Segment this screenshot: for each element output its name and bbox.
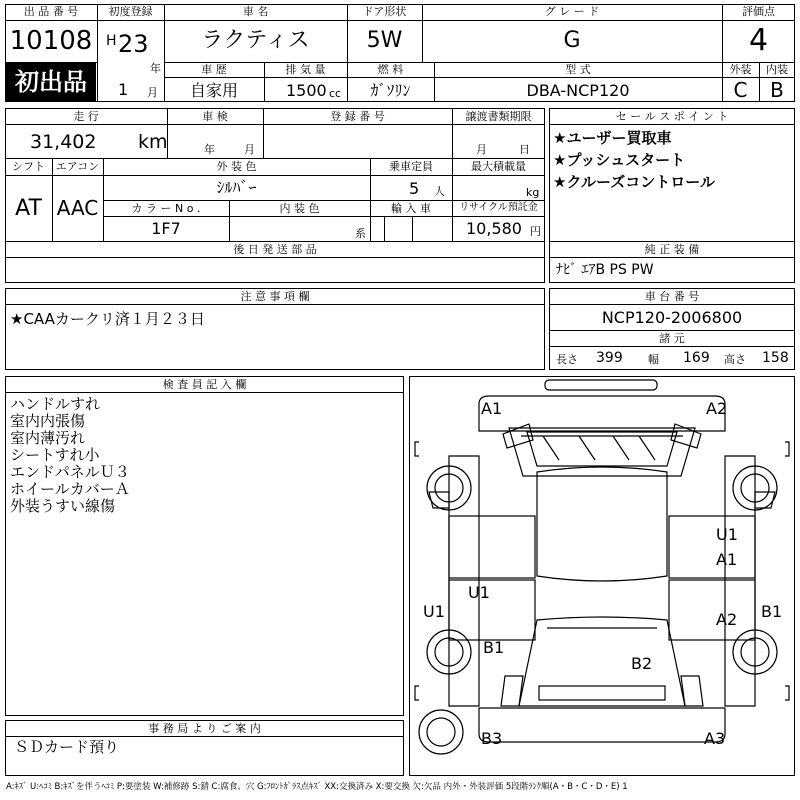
mark-right-upper-2: A1	[716, 550, 738, 569]
sales-point-3: ★クルーズコントロール	[553, 173, 715, 191]
later-parts-header: 後 日 発 送 部 品	[233, 243, 317, 256]
interior-score: B	[770, 78, 784, 102]
mark-rear-center: B2	[631, 654, 653, 673]
car-diagram	[409, 376, 795, 776]
mark-right-door: A2	[716, 610, 738, 629]
ac-header: エアコン	[55, 160, 100, 173]
interior-score-header: 内装	[766, 63, 788, 76]
exterior-score: C	[733, 78, 748, 102]
fuel-header: 燃 料	[377, 63, 404, 76]
color-no: 1F7	[151, 219, 181, 238]
fuel: ｶﾞｿﾘﾝ	[370, 81, 411, 100]
score: 4	[748, 23, 769, 58]
exterior-score-header: 外装	[729, 63, 752, 76]
max-load-unit: kg	[526, 186, 540, 199]
notes: ★CAAカークリ済１月２３日	[10, 310, 205, 328]
sales-points-header: セ ー ル ス ポ イ ン ト	[615, 110, 729, 123]
recycle-header: リサイクル預託金	[459, 202, 538, 213]
plate-header: 登 録 番 号	[330, 110, 385, 123]
interior-color-unit: 系	[355, 227, 366, 240]
first-reg-year-unit: 年	[150, 62, 161, 75]
max-load-header: 最大積載量	[471, 160, 526, 173]
memo-line: 室内内張傷	[10, 412, 86, 430]
capacity-unit: 人	[434, 185, 445, 198]
displacement-unit: cc	[329, 87, 342, 100]
height-label: 高さ	[724, 353, 746, 366]
height-value: 158	[762, 350, 789, 366]
displacement-header: 排 気 量	[285, 63, 326, 76]
grade: G	[563, 28, 581, 53]
lot-number-header: 出 品 番 号	[23, 5, 79, 18]
ac: AAC	[56, 196, 99, 220]
model-code: DBA-NCP120	[526, 81, 630, 100]
displacement: 1500	[286, 81, 327, 100]
memo-line: 室内薄汚れ	[10, 429, 86, 447]
mark-rear-left-fender: B1	[483, 638, 505, 657]
inspection-year-unit: 年	[204, 143, 215, 156]
mark-left-door: U1	[468, 583, 490, 602]
equipment-header: 純 正 装 備	[644, 243, 700, 256]
sales-point-1: ★ユーザー買取車	[553, 129, 672, 147]
mileage-value: 31,402	[30, 131, 97, 153]
first-reg-year: 23	[118, 30, 149, 58]
mark-front-right: A2	[706, 399, 728, 418]
first-reg-era: H	[106, 33, 117, 49]
history-header: 車 歴	[201, 63, 227, 76]
inspector-header: 検 査 員 記 入 欄	[162, 378, 247, 391]
first-reg-header: 初度登録	[108, 5, 153, 18]
model-code-header: 型 式	[565, 63, 591, 76]
memo-line: シートすれ小	[10, 446, 100, 464]
inspection-header: 車 検	[202, 110, 228, 123]
import-header: 輸 入 車	[391, 202, 431, 215]
mark-right-upper-1: U1	[716, 525, 738, 544]
equipment: ﾅﾋﾞ ｴｱB PS PW	[556, 262, 654, 278]
office-header: 事 務 局 よ り ご 案 内	[148, 722, 261, 735]
legend: A:ｷｽﾞ U:ﾍｺﾐ B:ｷｽﾞを伴うﾍｺﾐ P:要塗装 W:補修跡 S:錆 C:腐食、穴 G:ﾌﾛﾝﾄｶﾞﾗｽ点ｷｽﾞ XX:交換済み X:要交換 欠:欠品 内外・外装評価 5段階ﾗﾝｸ順(A・B・C・D・E) 1	[6, 782, 628, 792]
shift-header: シフト	[12, 160, 45, 173]
interior-color-header: 内 装 色	[279, 202, 320, 215]
mileage-unit: km	[138, 131, 168, 153]
mark-left-side: U1	[423, 602, 445, 621]
color-no-header: カ ラ ー N o .	[131, 202, 201, 215]
notes-header: 注 意 事 項 欄	[240, 290, 310, 303]
transfer-day-unit: 日	[519, 143, 530, 156]
mileage-header: 走 行	[73, 110, 99, 123]
color: ｼﾙﾊﾞｰ	[216, 178, 257, 197]
mark-rear-right: A3	[704, 729, 726, 748]
length-value: 399	[596, 350, 623, 366]
memo-line: ハンドルすれ	[10, 395, 101, 413]
mark-rear-left: B3	[481, 729, 503, 748]
mark-front-left: A1	[481, 399, 503, 418]
shift: AT	[15, 196, 42, 221]
score-header: 評価点	[742, 5, 775, 18]
memo-line: エンドパネルＵ３	[10, 463, 130, 481]
grade-header: グ レ ー ド	[544, 5, 600, 18]
capacity-value: 5	[409, 179, 420, 198]
length-label: 長さ	[556, 353, 578, 366]
transfer-header: 譲渡書類期限	[465, 110, 532, 123]
inspection-month-unit: 月	[244, 143, 255, 156]
dimensions-header: 諸 元	[659, 332, 685, 345]
mark-right-side: B1	[761, 602, 783, 621]
first-reg-month: 1	[118, 80, 129, 99]
sales-point-2: ★プッシュスタート	[553, 151, 686, 169]
first-listing-badge-text: 初出品	[15, 68, 87, 96]
history: 自家用	[189, 81, 238, 100]
inspector-memo	[10, 396, 130, 515]
car-name: ラクティス	[201, 28, 310, 53]
memo-line: ホイールカバーＡ	[10, 480, 130, 498]
recycle-unit: 円	[530, 225, 541, 238]
width-value: 169	[683, 350, 710, 366]
door-type: 5W	[366, 28, 403, 53]
first-reg-month-unit: 月	[147, 86, 158, 99]
chassis-number: NCP120-2006800	[601, 308, 743, 327]
memo-line: 外装うすい線傷	[10, 497, 116, 515]
door-header: ドア形状	[362, 5, 407, 18]
chassis-header: 車 台 番 号	[644, 290, 700, 303]
recycle-value: 10,580	[466, 219, 522, 238]
color-header: 外 装 色	[216, 160, 257, 173]
car-name-header: 車 名	[242, 5, 269, 18]
lot-number: 10108	[9, 26, 93, 56]
office-note: ＳＤカード預り	[14, 738, 120, 756]
capacity-header: 乗車定員	[389, 160, 433, 173]
width-label: 幅	[648, 353, 659, 366]
transfer-month-unit: 月	[476, 143, 487, 156]
